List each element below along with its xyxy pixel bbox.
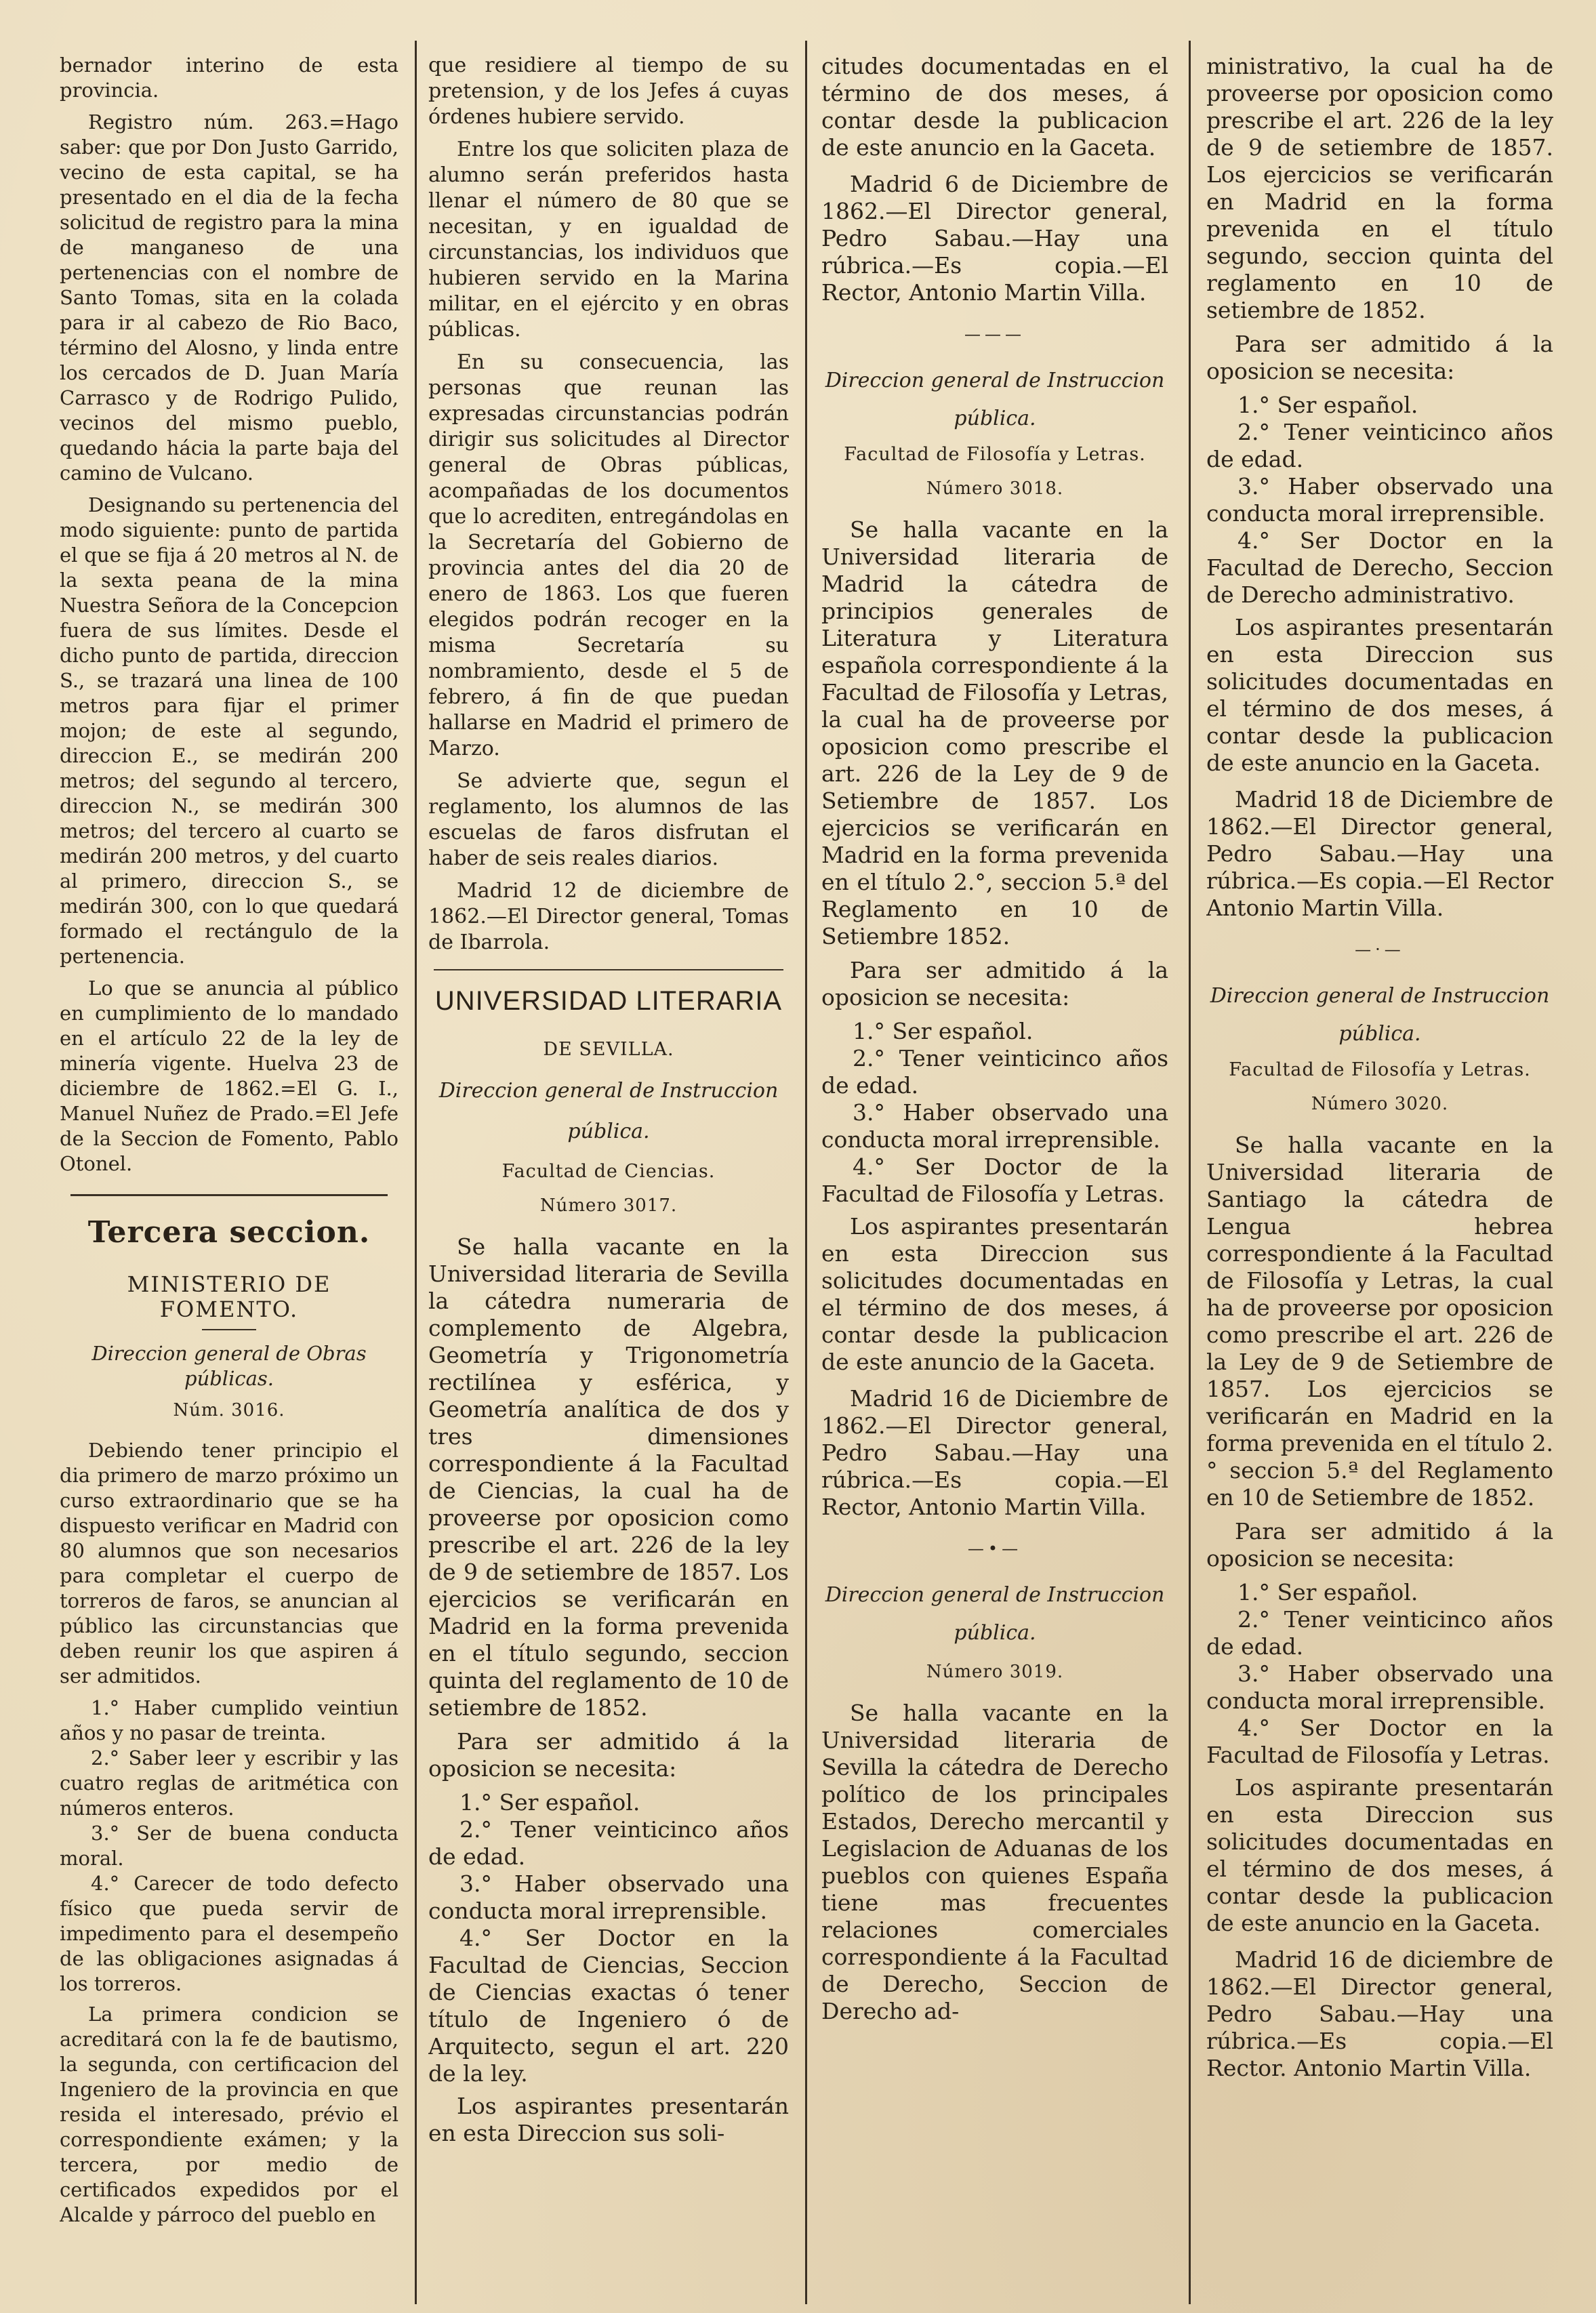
column-rule-1 [415,41,417,2304]
list-item: 3.° Haber observado una conducta moral irreprensible. [1206,1660,1553,1714]
primera-paragraph: La primera condicion se acreditará con la fe de bautismo, la segunda, con certificacion del Ingeniero de la provincia en que resida el interesado, prévio el correspondiente exámen; y la tercera, por medio de certificados expedidos por el Alcalde y párroco del pueblo en [60,2003,398,2226]
column-4 [1206,53,1553,2303]
direccion-heading: Direccion general de Instruccion pública. [438,1079,779,1143]
signature: Madrid 6 de Diciembre de 1862.—El Director general, Pedro Sabau.—Hay una rúbrica.—Es copia.—El Rector, Antonio Martin Villa. [821,171,1168,306]
requirements-list [1206,392,1553,609]
ministry-heading: MINISTERIO DE FOMENTO. [127,1271,331,1322]
list-item: 1.° Haber cumplido veintiun años y no pasar de treinta. [60,1696,398,1744]
paragraph: citudes documentadas en el término de dos meses, á contar desde la publicacion de este anuncio en la Gaceta. [821,53,1168,161]
list-item: 2.° Tener veinticinco años de edad. [1206,419,1553,472]
direccion-heading: Direccion general de Instruccion pública. [825,369,1165,430]
para-paragraph: Para ser admitido á la oposicion se necesita: [1206,331,1553,384]
direccion-heading: Direccion general de Obras públicas. [91,1342,367,1390]
list-item: 1.° Ser español. [459,1789,640,1816]
direccion-heading: Direccion general de Instruccion pública. [1210,984,1550,1046]
university-subtitle: DE SEVILLA. [543,1039,674,1060]
ornament-divider: —·— [1355,940,1405,959]
vacante-paragraph: Se halla vacante en la Universidad literaria de Sevilla la cátedra de Derecho político de los principales Estados, Derecho mercantil y Legislacion de Aduanas de los pueblos con quienes España tiene mas frecuentes relaciones comerciales correspondiente á la Facultad de Derecho, Seccion de Derecho ad- [821,1700,1168,2024]
requirements-list [1206,1579,1553,1769]
list-item: 4.° Ser Doctor en la Facultad de Derecho, Seccion de Derecho administrativo. [1206,527,1553,608]
aspirantes-paragraph: Los aspirantes presentarán en esta Direccion sus solicitudes documentadas en el término de dos meses, á contar desde la publicacion de este anuncio de la Gaceta. [821,1213,1168,1375]
list-item: 3.° Haber observado una conducta moral irreprensible. [1206,473,1553,527]
list-item: 2.° Saber leer y escribir y las cuatro reglas de aritmética con números enteros. [60,1746,398,1820]
requirements-list [428,1789,789,2087]
university-title: UNIVERSIDAD LITERARIA [434,986,783,1016]
column-rule-3 [1189,41,1191,2304]
paragraph: que residiere al tiempo de su pretension, y de los Jefes á cuyas órdenes hubiere servido. [428,54,789,129]
facultad-heading: Facultad de Filosofía y Letras. [1229,1059,1531,1080]
para-paragraph: Para ser admitido á la oposicion se necesita: [1206,1518,1553,1572]
list-item: 4.° Carecer de todo defecto físico que pueda servir de impedimento para el desempeño de las obligaciones asignadas á los torreros. [60,1872,398,1995]
list-item: 1.° Ser español. [853,1018,1034,1044]
list-item: 3.° Haber observado una conducta moral irreprensible. [821,1099,1168,1153]
list-item: 4.° Ser Doctor de la Facultad de Filosofía y Letras. [821,1153,1168,1207]
column-3 [821,53,1168,2303]
section-title: Tercera seccion. [87,1215,371,1250]
notice-number: Número 3019. [926,1662,1064,1682]
entre-paragraph: Entre los que soliciten plaza de alumno serán preferidos hasta llenar el número de 80 que se necesitan, y en igualdad de circunstancias, los individuos que hubieren servido en la Marina militar, en el ejército y en obras públicas. [428,138,789,342]
column-2 [428,53,789,2303]
facultad-heading: Facultad de Filosofía y Letras. [844,444,1146,465]
column-rule-2 [805,41,807,2304]
advierte-paragraph: Se advierte que, segun el reglamento, los alumnos de las escuelas de faros disfrutan el haber de seis reales diarios. [428,769,789,870]
vacante-paragraph: Se halla vacante en la Universidad literaria de Madrid la cátedra de principios generales de Literatura y Literatura española correspondiente á la Facultad de Filosofía y Letras, la cual ha de proveerse por oposicion como prescribe el art. 226 de la Ley de 9 de Setiembre de 1857. Los ejercicios se verificarán en Madrid en la forma prevenida en el título 2.°, seccion 5.ª del Reglamento en 10 de Setiembre 1852. [821,516,1168,949]
list-item: 2.° Tener veinticinco años de edad. [428,1816,789,1870]
paragraph: ministrativo, la cual ha de proveerse por oposicion como prescribe el art. 226 de la ley de 9 de setiembre de 1857. Los ejercicios se verificarán en Madrid en la forma prevenida en el título segundo, seccion quinta del reglamento en 10 de setiembre de 1852. [1206,53,1553,323]
column-1 [60,53,398,2303]
list-item: 2.° Tener veinticinco años de edad. [821,1045,1168,1099]
para-paragraph: Para ser admitido á la oposicion se necesita: [821,957,1168,1010]
para-paragraph: Para ser admitido á la oposicion se necesita: [428,1728,789,1782]
ornament-divider: ——— [964,325,1025,344]
requirements-list [821,1018,1168,1208]
notice-number: Número 3017. [539,1195,678,1216]
list-item: 3.° Haber observado una conducta moral irreprensible. [428,1870,789,1924]
signature: Madrid 12 de diciembre de 1862.—El Director general, Tomas de Ibarrola. [428,879,789,954]
vacante-paragraph: Se halla vacante en la Universidad literaria de Santiago la cátedra de Lengua hebrea correspondiente á la Facultad de Filosofía y Letras, la cual ha de proveerse por oposicion como prescribe el art. 226 de la Ley de 9 de Setiembre de 1857. Los ejercicios se verificarán en Madrid en la forma prevenida en el título 2.° seccion 5.ª del Reglamento en 10 de Setiembre de 1852. [1206,1132,1553,1511]
paragraph: bernador interino de esta provincia. [60,54,398,102]
notice-number: Número 3018. [926,478,1064,499]
designando-paragraph: Designando su pertenencia del modo siguiente: punto de partida el que se fija á 20 metros al N. de la sexta peana de la mina Nuestra Señora de la Concepcion fuera de sus límites. Desde el dicho punto de partida, direccion S., se trazará una linea de 100 metros para fijar el primer mojon; de este al segundo, direccion E., se medirán 200 metros; del segundo al tercero, direccion N., se medirán 300 metros; del tercero al cuarto se medirán 200 metros, y del cuarto al primero, direccion S., se medirán 300, con lo que quedará formado el rectángulo de la pertenencia. [60,493,398,968]
list-item: 2.° Tener veinticinco años de edad. [1206,1606,1553,1660]
signature: Madrid 18 de Diciembre de 1862.—El Director general, Pedro Sabau.—Hay una rúbrica.—Es copia.—El Rector Antonio Martin Villa. [1206,786,1553,921]
list-item: 4.° Ser Doctor en la Facultad de Ciencias, Seccion de Ciencias exactas ó tener título de Ingeniero ó de Arquitecto, segun el art. 220 de la ley. [428,1925,789,2087]
list-item: 3.° Ser de buena conducta moral. [60,1822,398,1870]
anuncia-paragraph: Lo que se anuncia al público en cumplimiento de lo mandado en el artículo 22 de la ley de minería vigente. Huelva 23 de diciembre de 1862.=El G. I., Manuel Nuñez de Prado.=El Jefe de la Seccion de Fomento, Pablo Otonel. [60,977,398,1175]
list-item: 1.° Ser español. [1237,1579,1418,1605]
aspirantes-paragraph: Los aspirante presentarán en esta Direccion sus solicitudes documentadas en el término de dos meses, á contar desde la publicacion de este anuncio en la Gaceta. [1206,1774,1553,1936]
aspirantes-paragraph: Los aspirantes presentarán en esta Direccion sus solicitudes documentadas en el término de dos meses, á contar desde la publicacion de este anuncio en la Gaceta. [1206,614,1553,776]
consecuencia-paragraph: En su consecuencia, las personas que reunan las expresadas circunstancias podrán dirigir sus solicitudes al Director general de Obras públicas, acompañadas de los documentos que lo acrediten, entregándolas en la Secretaría del Gobierno de provincia antes del dia 20 de enero de 1863. Los que fueren elegidos podrán recoger en la misma Secretaría su nombramiento, desde el 5 de febrero, á fin de que puedan hallarse en Madrid el primero de Marzo. [428,350,789,760]
notice-number: Núm. 3016. [173,1400,285,1420]
facultad-heading: Facultad de Ciencias. [502,1161,716,1182]
list-item: 1.° Ser español. [1237,392,1418,418]
signature: Madrid 16 de Diciembre de 1862.—El Director general, Pedro Sabau.—Hay una rúbrica.—Es copia.—El Rector, Antonio Martin Villa. [821,1385,1168,1520]
debiendo-paragraph: Debiendo tener principio el dia primero de marzo próximo un curso extraordinario que se ha dispuesto verificar en Madrid con 80 alumnos que son necesarios para completar el cuerpo de torreros de faros, se anuncian al público las circunstancias que deben reunir los que aspiren á ser admitidos. [60,1439,398,1687]
requirements-list [60,1696,398,1997]
ornament-divider: —•— [967,1539,1023,1558]
section-divider [70,1194,388,1196]
list-item: 4.° Ser Doctor en la Facultad de Filosofía y Letras. [1206,1715,1553,1768]
notice-number: Número 3020. [1311,1094,1449,1114]
aspirantes-paragraph: Los aspirantes presentarán en esta Direccion sus soli- [428,2093,789,2146]
signature: Madrid 16 de diciembre de 1862.—El Director general, Pedro Sabau.—Hay una rúbrica.—Es copia.—El Rector. Antonio Martin Villa. [1206,1946,1553,2081]
section-divider [434,969,783,970]
vacante-paragraph: Se halla vacante en la Universidad literaria de Sevilla la cátedra numeraria de complemento de Algebra, Geometría y Trigonometría rectilínea y esférica, y Geometría analítica de dos y tres dimensiones correspondiente á la Facultad de Ciencias, la cual ha de proveerse por oposicion como prescribe el art. 226 de la ley de 9 de setiembre de 1857. Los ejercicios se verificarán en Madrid en la forma prevenida en el título segundo, seccion quinta del reglamento de 10 de setiembre de 1852. [428,1233,789,1721]
registro-paragraph: Registro núm. 263.=Hago saber: que por Don Justo Garrido, vecino de esta capital, se ha presentado en el dia de la fecha solicitud de registro para la mina de manganeso de una pertenencias con el nombre de Santo Tomas, sita en la colada para ir al cabezo de Rio Baco, término del Alosno, y linda entre los cercados de D. Juan María Carrasco y de Rodrigo Pulido, vecinos del mismo pueblo, quedando hácia la parte baja del camino de Vulcano. [60,110,398,485]
short-rule [202,1329,256,1330]
direccion-heading: Direccion general de Instruccion pública. [825,1583,1165,1645]
